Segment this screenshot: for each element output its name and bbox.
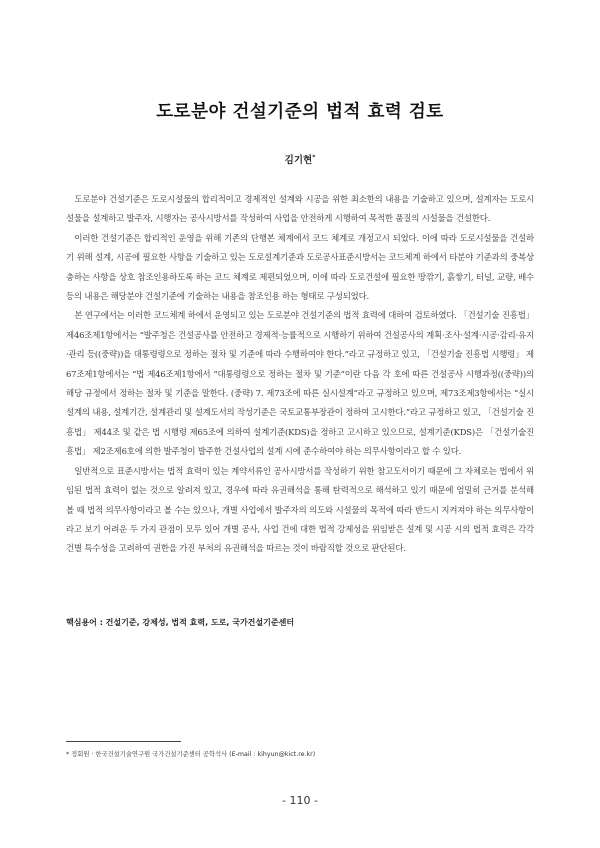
abstract-paragraph: 본 연구에서는 이러한 코드체계 하에서 운영되고 있는 도로분야 건설기준의 법적 효력에 대하여 검토하였다. 「건설기술 진흥법」 제46조제1항에서는 “발주청은 건설공사를 안전하고 경제적·능률적으로 시행하기 위하여 건설공사의 계획·조사·설계·시공·감리·유지·관리 등((중략))을 대통령령으로 정하는 절차 및 기준에 따라 수행하여야 한다.”라고 규정하고 있고, 「건설기술 진흥법 시행령」 제67조제1항에서는 “법 제46조제1항에서 “대통령령으로 정하는 절차 및 기준”이란 다음 각 호에 따른 건설공사 시행과정((중략))의 해당 규정에서 정하는 절차 및 기준을 말한다. (중략) 7. 제73조에 따른 실시설계”라고 규정하고 있으며, 제73조제3항에서는 “실시설계의 내용, 설계기간, 설계관리 및 설계도서의 작성기준은 국토교통부장관이 정하여 고시한다.”라고 규정하고 있고, 「건설기술 진흥법」 제44조 및 같은 법 시행령 제65조에 의하여 설계기준(KDS)을 정하고 고시하고 있으므로, 설계기준(KDS)은 「건설기술진흥법」 제2조제6호에 의한 발주청이 발주한 건설사업의 설계 시에 준수하여야 하는 의무사항이라고 할 수 있다. [66,310,534,457]
author-line [0,152,600,166]
keywords-line: 핵심용어 : 건설기준, 강제성, 법적 효력, 도로, 국가건설기준센터 [66,618,295,627]
page-number: - 110 - [282,794,318,807]
abstract-paragraph: 일반적으로 표준시방서는 법적 효력이 있는 계약서류인 공사시방서를 작성하기 위한 참고도서이기 때문에 그 자체로는 법에서 위임된 법적 효력이 없는 것으로 알려져 있고, 경우에 따라 유권해석을 통해 탄력적으로 해석하고 있기 때문에 엄밀히 근거를 분석해 볼 때 법적 의무사항이라고 볼 수는 있으나, 개별 사업에서 발주자의 의도와 시설물의 목적에 따라 반드시 지켜져야 하는 의무사항이라고 보기 어려운 두 가지 관점이 모두 있어 개별 공사, 사업 건에 대한 법적 강제성을 위임받은 설계 및 시공 시의 법적 효력은 각각 건별 특수성을 고려하여 권한을 가진 부처의 유권해석을 따르는 것이 바람직할 것으로 판단된다. [66,465,534,554]
author-footnote-mark: * [312,153,316,161]
paper-title: 도로분야 건설기준의 법적 효력 검토 [156,102,444,122]
author-name: 김기현 [284,155,313,166]
abstract-body [66,190,534,559]
author-footnote: * 정회원 · 한국건설기술연구원 국가건설기준센터 공학석사 (E-mail : kihyun@kict.re.kr) [66,751,316,758]
abstract-paragraph: 도로분야 건설기준은 도로시설물의 합리적이고 경제적인 설계와 시공을 위한 최소한의 내용을 기술하고 있으며, 설계자는 도로시설물을 설계하고 발주자, 시행자는 공사시방서를 작성하여 사업을 안전하게 시행하여 목적한 품질의 시설물을 건설한다. [66,194,534,224]
footnote-divider [66,741,181,742]
abstract-paragraph: 이러한 건설기준은 합리적인 운영을 위해 기존의 단행본 체계에서 코드 체계로 개정고시 되었다. 이에 따라 도로시설물을 건설하기 위해 설계, 시공에 필요한 사항을 기술하고 있는 도로설계기준과 도로공사표준시방서는 코드체계 하에서 타분야 기준과의 중복상충하는 사항을 상호 참조인용하도록 하는 코드 체계로 제편되었으며, 이에 따라 도로건설에 필요한 땅깎기, 흙쌓기, 터널, 교량, 배수 등의 내용은 해당분야 건설기준에 기술하는 내용을 참조인용 하는 형태로 구성되었다. [66,232,534,302]
